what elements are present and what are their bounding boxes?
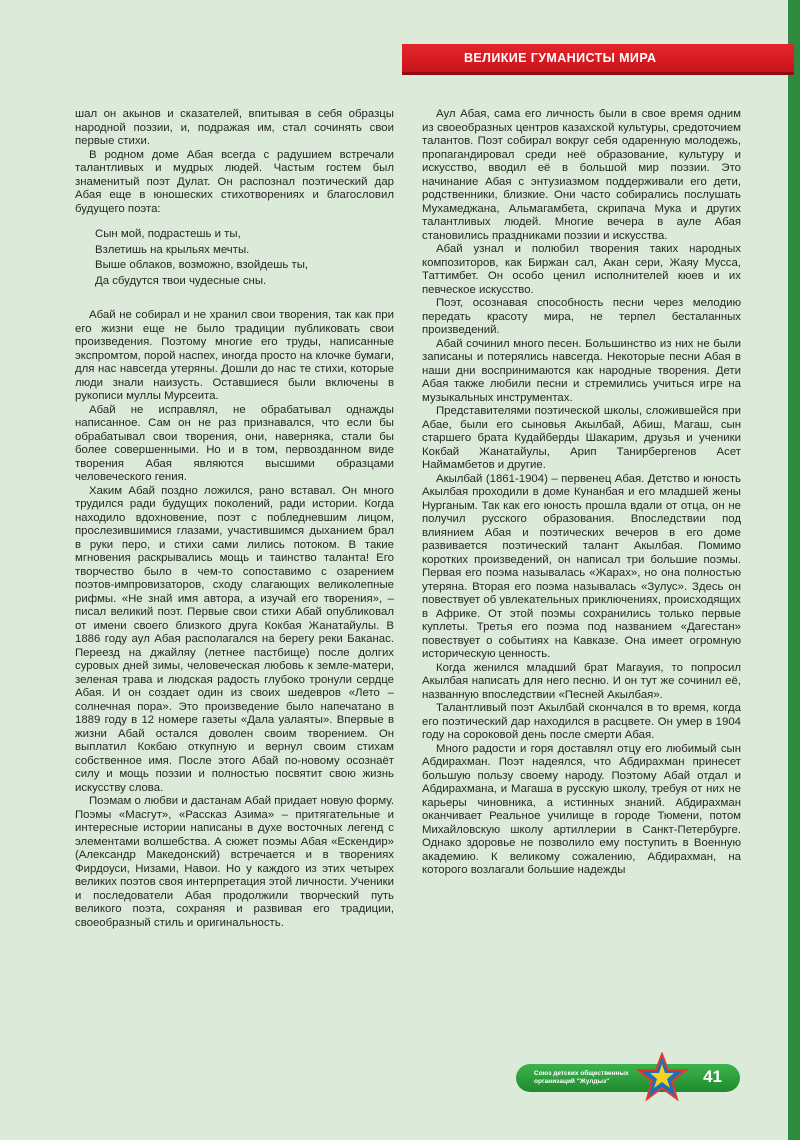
poem-line: Сын мой, подрастешь и ты,: [95, 228, 241, 240]
page-edge-bar: [788, 0, 800, 1140]
paragraph: шал он акынов и сказателей, впитывая в себя образцы народной поэзии, и, подражая им, стал сочинять свои первые стихи.: [75, 108, 394, 147]
paragraph: Абай не исправлял, не обрабатывал однажды написанное. Сам он не раз признавался, что если бы обрабатывал свои творения, они, наверняка, стали бы более совершенными. Но и в том, первозданном виде творения Абая являются высшими образцами человеческого гения.: [75, 403, 394, 483]
paragraph: Абай сочинил много песен. Большинство из них не были записаны и потерялись навсегда. Некоторые песни Абая в наши дни воспринимаются как народные творения. Дети Абая также любили песни и стремились учиться игре на музыкальных инструментах.: [422, 337, 741, 404]
poem-block: [95, 227, 394, 289]
paragraph: В родном доме Абая всегда с радушием встречали талантливых и мудрых людей. Частым гостем был знаменитый поэт Дулат. Он распознал поэтический дар Абая еще в юношеских стихотворениях и благословил будущего поэта:: [75, 148, 394, 215]
paragraph: Абай узнал и полюбил творения таких народных композиторов, как Биржан сал, Акан сери, Жаяу Мусса, Таттимбет. Он особо ценил исполнителей кюев и их певческое искусство.: [422, 243, 741, 296]
footer-organization: Союз детских общественных организаций "Жулдыз": [534, 1070, 629, 1085]
paragraph: Хаким Абай поздно ложился, рано вставал. Он много трудился ради будущих поколений, ради истории. Когда находило вдохновение, поэт с побледневшим лицом, прослезившимися глазами, участившимся дыханием брал в руки перо, и стихи сами лились потоком. В такие мгновения раскрывались мощь и таинство таланта! Его творчество было в чем-то сопоставимо с озарением поэтов-импровизаторов, сходу слагающих великолепные рифмы. «Не знай имя автора, а изучай его творения», – писал великий поэт. Первые свои стихи Абай опубликовал от имени своего близкого друга Кокбая Жанатайулы. В 1886 году аул Абая располагался на берегу реки Баканас. Переезд на джайляу (летнее пастбище) после долгих суровых дней зимы, человеческая любовь к земле-матери, зеленая трава и людская радость глубоко тронули сердце Абая. И он создает один из своих шедевров «Лето – солнечная пора». Это произведение было напечатано в 1889 году в 12 номере газеты «Дала уалаяты». Впервые в жизни Абай остался доволен своим творением. Он выплатил Кокбаю откупную и вернул своим стихам собственное имя. После этого Абай по-новому осознаёт силу и мощь поэзии и полностью посвятит свою жизнь искусству слова.: [75, 484, 394, 794]
paragraph: Талантливый поэт Акылбай скончался в то время, когда его поэтический дар находился в расцвете. Он умер в 1904 году на сороковой день после смерти Абая.: [422, 702, 741, 741]
right-column: [422, 108, 741, 1048]
paragraph: Аул Абая, сама его личность были в свое время одним из своеобразных центров казахской культуры, средоточием талантов. Поэт собирал вокруг себя одаренную молодежь, пропагандировал среди неё образование, культуру и искусство, вводил её в большой мир поэзии. Это начинание Абая с энтузиазмом поддерживали его дети, родственники, близкие. Они часто собирались послушать Мухамеджана, Альмагамбета, скрипача Мука и других талантливых людей. Многие вечера в ауле Абая становились праздниками поэзии и искусства.: [422, 108, 741, 242]
poem-line: Выше облаков, возможно, взойдешь ты,: [95, 259, 309, 271]
paragraph: Когда женился младший брат Магауия, то попросил Акылбая написать для него песню. И он тут же сочинил её, названную впоследствии «Песней Акылбая».: [422, 661, 741, 701]
poem-line: Да сбудутся твои чудесные сны.: [95, 274, 267, 287]
poem-line: Взлетишь на крыльях мечты.: [95, 243, 250, 256]
paragraph: Поэмам о любви и дастанам Абай придает новую форму. Поэмы «Масгут», «Рассказ Азима» – притягательные и интересные истории написаны в духе восточных легенд с элементами волшебства. А сюжет поэмы Абая «Ескендир» (Александр Македонский) встречается и в творениях Фирдоуси, Низами, Навои. Но у каждого из этих четырех великих поэтов своя интерпретация этой личности. Ученики и последователи Абая продолжили творческий путь великого поэта, сохраняя и развивая его традиции, своеобразный стиль и оригинальность.: [75, 795, 394, 929]
paragraph: Поэт, осознавая способность песни через мелодию передать красоту мира, не терпел бесталанных произведений.: [422, 297, 741, 336]
paragraph: Представителями поэтической школы, сложившейся при Абае, были его сыновья Акылбай, Абиш, Магаш, сын старшего брата Кудайберды Шакарим, друзья и ученики Кокбай Жанатайулы, Арип Танирбергенов Асет Наймамбетов и другие.: [422, 405, 741, 471]
paragraph: Много радости и горя доставлял отцу его любимый сын Абдирахман. Поэт надеялся, что Абдирахман принесет большую пользу своему народу. Поэтому Абай отдал и Абдирахмана, и Магаша в русскую школу, требуя от них не карьеры чиновника, а истинных знаний. Абдирахман оканчивает Реальное училище в городе Тюмени, потом Михайловскую школу артиллерии в Санкт-Петербурге. Однако здоровье не позволило ему поступить в Военную академию. К великому сожалению, Абдирахман, на которого возлагали большие надежды: [422, 742, 741, 876]
section-title: ВЕЛИКИЕ ГУМАНИСТЫ МИРА: [464, 51, 657, 65]
paragraph: Абай не собирал и не хранил свои творения, так как при его жизни еще не было традиции публиковать свои произведения. Поэтому многие его труды, написанные экспромтом, порой наспех, иногда просто на клочке бумаги, для нас навсегда утеряны. Дошли до нас те стихи, которые люди знали наизусть. Оставшиеся были включены в рукописи муллы Мурсеита.: [75, 309, 394, 402]
article-body: [75, 108, 741, 1048]
star-logo-icon: [636, 1052, 688, 1102]
paragraph: Акылбай (1861-1904) – первенец Абая. Детство и юность Акылбая проходили в доме Кунанбая и его младшей жены Нурганым. Так как его юность прошла вдали от отца, он не получил русского образования. Впоследствии под влиянием Абая и поэтических вечеров в его доме развивается поэтический талант Акылбая. Помимо коротких произведений, он написал три большие поэмы. Первая его поэма называлась «Жарах», но она полностью утеряна. Вторая его поэма называлась «Зулус». Здесь он повествует об увлекательных приключениях, происходящих в Африке. От этой поэмы сохранились только первые куплеты. Третья его поэма под названием «Дагестан» повествует о событиях на Кавказе. Она имеет огромную историческую ценность.: [422, 472, 741, 660]
left-column: [75, 108, 394, 1048]
footer-badge: [516, 1064, 740, 1092]
page-number: 41: [703, 1067, 722, 1086]
section-header: [402, 44, 794, 72]
